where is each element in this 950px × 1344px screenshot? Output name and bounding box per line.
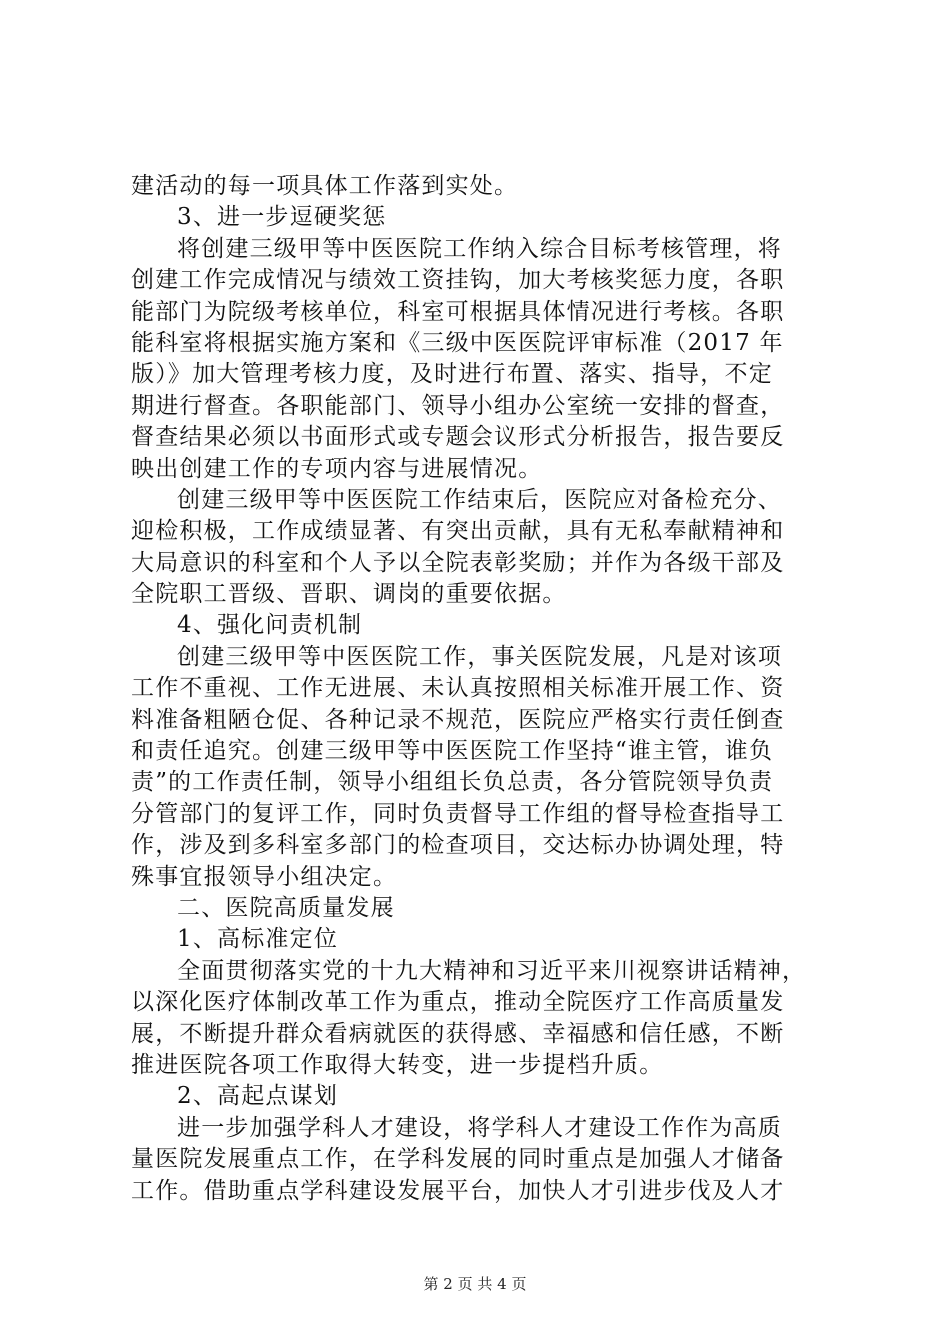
text-line: 创建三级甲等中医医院工作结束后，医院应对备检充分、 <box>177 486 782 513</box>
document-body <box>131 171 831 1207</box>
text-line: 工作。借助重点学科建设发展平台，加快人才引进步伐及人才 <box>131 1177 785 1204</box>
text-line: 殊事宜报领导小组决定。 <box>131 863 398 890</box>
text-line: 推进医院各项工作取得大转变，进一步提档升质。 <box>131 1051 664 1078</box>
text-line: 2、高起点谋划 <box>177 1083 339 1110</box>
text-line: 创建工作完成情况与绩效工资挂钩，加大考核奖惩力度，各职 <box>131 267 785 294</box>
text-line: 3、进一步逗硬奖惩 <box>177 204 387 231</box>
text-line: 工作不重视、工作无进展、未认真按照相关标准开展工作、资 <box>131 675 785 702</box>
text-line: 能科室将根据实施方案和《三级中医医院评审标准（2017 年 <box>131 329 784 356</box>
text-line: 分管部门的复评工作，同时负责督导工作组的督导检查指导工 <box>131 800 785 827</box>
text-line: 全院职工晋级、晋职、调岗的重要依据。 <box>131 581 567 608</box>
text-line: 4、强化问责机制 <box>177 612 363 639</box>
text-line: 映出创建工作的专项内容与进展情况。 <box>131 455 543 482</box>
text-line: 和责任追究。创建三级甲等中医医院工作坚持“谁主管，谁负 <box>131 738 774 765</box>
text-line: 责”的工作责任制，领导小组组长负总责，各分管院领导负责 <box>131 769 774 796</box>
text-line: 作，涉及到多科室多部门的检查项目，交达标办协调处理，特 <box>131 832 785 859</box>
page-number-footer: 第 2 页 共 4 页 <box>423 1275 527 1293</box>
text-line: 进一步加强学科人才建设，将学科人才建设工作作为高质 <box>177 1114 782 1141</box>
text-line: 料准备粗陋仓促、各种记录不规范，医院应严格实行责任倒查 <box>131 706 785 733</box>
text-line: 量医院发展重点工作，在学科发展的同时重点是加强人才储备 <box>131 1146 785 1173</box>
text-line: 全面贯彻落实党的十九大精神和习近平来川视察讲话精神， <box>177 957 807 984</box>
text-line: 建活动的每一项具体工作落到实处。 <box>131 173 519 199</box>
text-line: 迎检积极，工作成绩显著、有突出贡献，具有无私奉献精神和 <box>131 518 785 545</box>
text-line: 版）》加大管理考核力度，及时进行布置、落实、指导，不定 <box>131 361 773 388</box>
text-line: 能部门为院级考核单位，科室可根据具体情况进行考核。各职 <box>131 298 785 325</box>
text-line: 将创建三级甲等中医医院工作纳入综合目标考核管理，将 <box>177 235 782 262</box>
text-line: 创建三级甲等中医医院工作，事关医院发展，凡是对该项 <box>177 643 782 670</box>
text-line: 二、医院高质量发展 <box>177 894 395 921</box>
text-line: 1、高标准定位 <box>177 926 339 953</box>
text-line: 大局意识的科室和个人予以全院表彰奖励；并作为各级干部及 <box>131 549 785 576</box>
text-line: 展，不断提升群众看病就医的获得感、幸福感和信任感，不断 <box>131 1020 785 1047</box>
text-line: 督查结果必须以书面形式或专题会议形式分析报告，报告要反 <box>131 424 785 451</box>
text-line: 期进行督查。各职能部门、领导小组办公室统一安排的督查， <box>131 392 785 419</box>
text-line: 以深化医疗体制改革工作为重点，推动全院医疗工作高质量发 <box>131 989 785 1016</box>
